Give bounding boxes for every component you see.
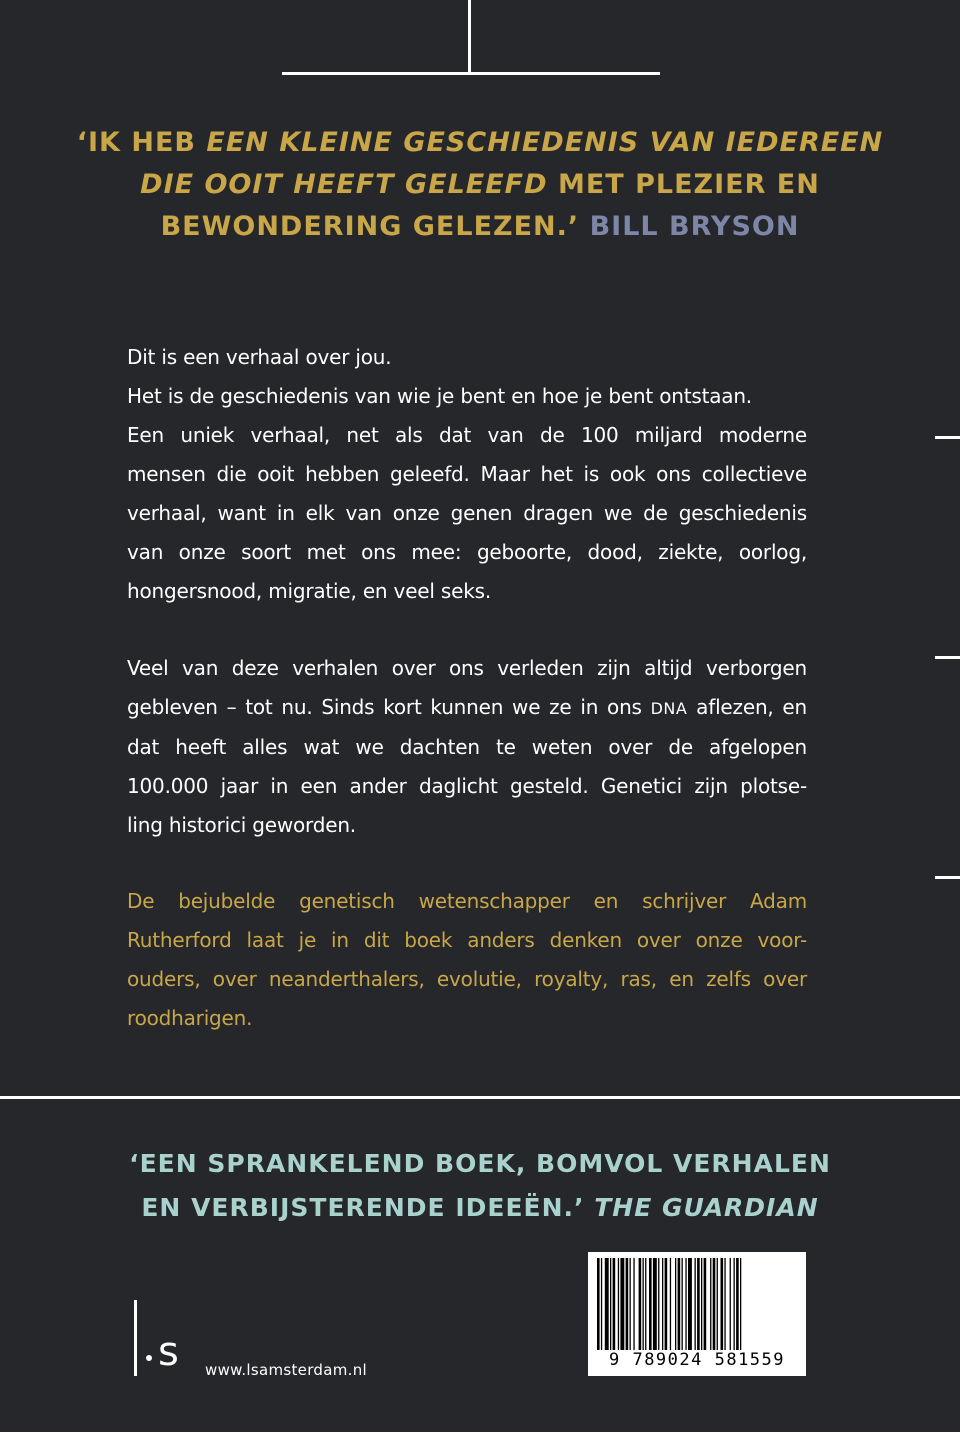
barcode-bar	[704, 1258, 707, 1350]
barcode-bar	[688, 1258, 692, 1350]
barcode-bar	[695, 1258, 696, 1350]
barcode-bar	[658, 1258, 659, 1350]
text-line: hongersnood, migratie, en veel seks.	[127, 579, 492, 603]
dna-smallcaps: DNA	[650, 699, 688, 718]
text-segment: aflezen, en	[687, 695, 807, 719]
top-vertical-line	[468, 0, 471, 74]
barcode-bar	[665, 1258, 668, 1350]
quote-text: ‘IK HEB	[76, 127, 207, 158]
text-segment: gebleven – tot nu. Sinds kort kunnen we ze in ons	[127, 695, 651, 719]
text-line: Dit is een verhaal over jou.	[127, 345, 392, 369]
text-line: Rutherford laat je in dit boek anders denken over onze voor-	[127, 928, 807, 952]
barcode-bar	[697, 1258, 700, 1350]
barcode-bar	[630, 1258, 631, 1350]
barcode-bar	[713, 1258, 716, 1350]
top-horizontal-line	[282, 72, 660, 75]
barcode-bar	[601, 1258, 602, 1350]
bottom-quote	[0, 1142, 960, 1230]
logo-dot	[146, 1355, 152, 1361]
barcode-bar	[626, 1258, 629, 1350]
right-tick-2	[935, 656, 960, 659]
text-line: van onze soort met ons mee: geboorte, dood, ziekte, oorlog,	[127, 540, 807, 564]
barcode	[588, 1252, 806, 1376]
barcode-bar	[618, 1258, 619, 1350]
barcode-bar	[701, 1258, 702, 1350]
quote-text: ‘EEN SPRANKELEND BOEK, BOMVOL VERHALEN	[129, 1149, 831, 1178]
isbn-number: 9 789024 581559	[608, 1350, 786, 1370]
divider-line	[0, 1096, 960, 1099]
text-line: 100.000 jaar in een ander daglicht gesteld. Genetici zijn plotse-	[127, 774, 807, 798]
paragraph-2	[127, 649, 807, 845]
barcode-bar	[633, 1258, 634, 1350]
text-line: mensen die ooit hebben geleefd. Maar het is ook ons collectieve	[127, 462, 807, 486]
paragraph-3	[127, 882, 807, 1038]
text-line	[127, 688, 807, 728]
logo-bar	[134, 1300, 137, 1376]
barcode-bar	[639, 1258, 642, 1350]
logo-letter: s	[158, 1329, 179, 1375]
quote-author: BILL BRYSON	[589, 211, 800, 242]
barcode-bar	[613, 1258, 616, 1350]
quote-text: BEWONDERING GELEZEN.’	[160, 211, 580, 242]
barcode-bar	[717, 1258, 718, 1350]
book-title: DIE OOIT HEEFT GELEEFD	[140, 169, 548, 200]
barcode-bar	[685, 1258, 686, 1350]
text-line: Het is de geschiedenis van wie je bent en hoe je bent ontstaan.	[127, 384, 752, 408]
text-line: dat heeft alles wat we dachten te weten over de afgelopen	[127, 735, 807, 759]
barcode-bar	[670, 1258, 671, 1350]
barcode-bar	[710, 1258, 711, 1350]
barcode-bar	[653, 1258, 657, 1350]
quote-text: MET PLEZIER EN	[547, 169, 820, 200]
barcode-bar	[682, 1258, 683, 1350]
text-line: ouders, over neanderthalers, evolutie, royalty, ras, en zelfs over	[127, 967, 807, 991]
barcode-bar	[724, 1258, 725, 1350]
barcode-bars	[597, 1258, 797, 1350]
book-title: EEN KLEINE GESCHIEDENIS VAN IEDEREEN	[206, 127, 884, 158]
publisher-url: www.lsamsterdam.nl	[205, 1361, 367, 1379]
barcode-bar	[730, 1258, 731, 1350]
text-line: verhaal, want in elk van onze genen dragen we de geschiedenis	[127, 501, 807, 525]
text-line: Een uniek verhaal, net als dat van de 100 miljard moderne	[127, 423, 807, 447]
barcode-bar	[643, 1258, 644, 1350]
quote-text: EN VERBIJSTERENDE IDEEËN.’	[141, 1193, 595, 1222]
barcode-bar	[649, 1258, 652, 1350]
barcode-bar	[721, 1258, 724, 1350]
barcode-bar	[678, 1258, 681, 1350]
barcode-bar	[597, 1258, 600, 1350]
barcode-bar	[605, 1258, 609, 1350]
barcode-bar	[740, 1258, 741, 1350]
barcode-bar	[645, 1258, 646, 1350]
barcode-bar	[610, 1258, 611, 1350]
barcode-bar	[620, 1258, 624, 1350]
barcode-bar	[662, 1258, 663, 1350]
barcode-bar	[675, 1258, 676, 1350]
right-tick-3	[935, 876, 960, 879]
text-line: ling historici geworden.	[127, 813, 356, 837]
barcode-bar	[736, 1258, 739, 1350]
barcode-bar	[734, 1258, 735, 1350]
paragraph-1	[127, 338, 807, 611]
quote-author: THE GUARDIAN	[594, 1193, 819, 1222]
text-line: Veel van deze verhalen over ons verleden zijn altijd verborgen	[127, 656, 807, 680]
right-tick-1	[935, 436, 960, 439]
text-line: De bejubelde genetisch wetenschapper en schrijver Adam	[127, 889, 807, 913]
text-line: roodharigen.	[127, 1006, 253, 1030]
top-quote	[0, 122, 960, 248]
